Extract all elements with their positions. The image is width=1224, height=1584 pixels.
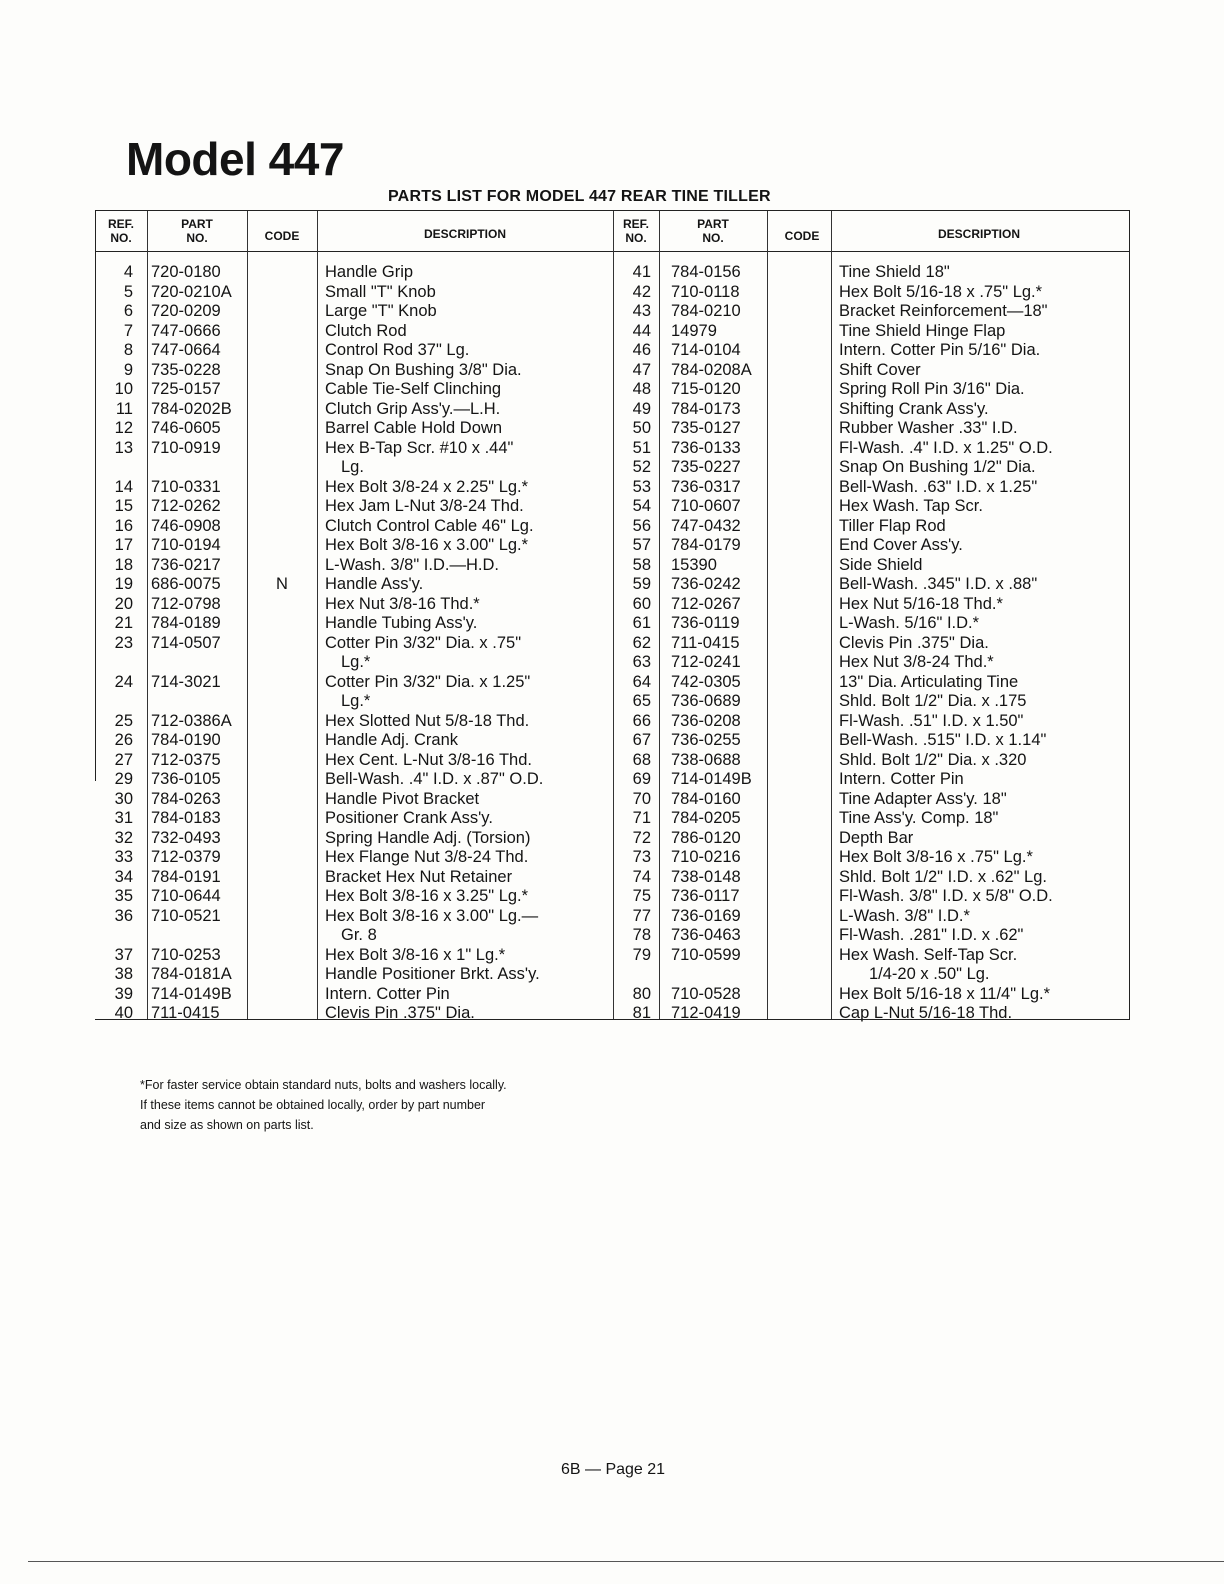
- header-desc-left: DESCRIPTION: [423, 227, 506, 241]
- part-number: 710-0194: [151, 536, 221, 554]
- part-number: 784-0190: [151, 731, 221, 749]
- part-description: Hex Jam L-Nut 3/8-24 Thd.: [325, 497, 524, 515]
- header-code-left: CODE: [264, 229, 300, 243]
- part-description: Barrel Cable Hold Down: [325, 419, 502, 437]
- table-row: [95, 712, 1129, 732]
- part-description: Handle Adj. Crank: [325, 731, 458, 749]
- part-number: 736-0689: [671, 692, 741, 710]
- ref-number: 68: [632, 750, 651, 769]
- part-number: 15390: [671, 555, 717, 574]
- ref-number: 33: [114, 848, 133, 866]
- part-description: Shld. Bolt 1/2" I.D. x .62" Lg.: [839, 867, 1047, 886]
- part-number: 725-0157: [151, 380, 221, 398]
- part-description: L-Wash. 3/8" I.D.—H.D.: [325, 555, 499, 574]
- part-number: 710-0331: [151, 477, 221, 496]
- part-description: Snap On Bushing 3/8" Dia.: [325, 360, 522, 379]
- part-number: 784-0202B: [151, 399, 232, 418]
- part-description: Small "T" Knob: [325, 282, 436, 301]
- table-row: [95, 868, 1129, 888]
- part-number: 784-0181A: [151, 965, 232, 983]
- part-description: L-Wash. 3/8" I.D.*: [839, 906, 970, 925]
- ref-number: 75: [632, 887, 651, 905]
- ref-number: 51: [632, 438, 651, 457]
- ref-number: 67: [632, 731, 651, 749]
- part-number: 784-0179: [671, 536, 741, 554]
- part-number: 714-0507: [151, 633, 221, 652]
- part-number: 710-0528: [671, 984, 741, 1003]
- part-description: Clevis Pin .375" Dia.: [839, 633, 989, 652]
- ref-number: 8: [123, 341, 133, 359]
- part-description-continued: Lg.*: [341, 653, 371, 671]
- ref-number: 36: [114, 906, 133, 925]
- ref-number: 46: [632, 341, 651, 359]
- part-description: Hex B-Tap Scr. #10 x .44": [325, 438, 514, 457]
- ref-number: 21: [114, 614, 133, 632]
- part-number: 710-0216: [671, 848, 741, 866]
- part-description: Cap L-Nut 5/16-18 Thd.: [839, 1004, 1013, 1022]
- part-description: Hex Bolt 5/16-18 x 11/4" Lg.*: [839, 984, 1051, 1003]
- part-description: Clutch Grip Ass'y.—L.H.: [325, 399, 501, 418]
- part-number: 736-0133: [671, 438, 741, 457]
- part-description: Hex Bolt 3/8-16 x .75" Lg.*: [839, 848, 1033, 866]
- part-description: Shifting Crank Ass'y.: [839, 399, 989, 418]
- ref-number: 56: [632, 516, 651, 535]
- page-number: 6B — Page 21: [561, 1461, 666, 1478]
- ref-number: 48: [632, 380, 651, 398]
- part-number: 686-0075: [151, 575, 221, 593]
- footnote-line-3: and size as shown on parts list.: [140, 1118, 314, 1132]
- part-description: Spring Roll Pin 3/16" Dia.: [839, 380, 1025, 398]
- table-row: [95, 770, 1129, 790]
- part-description: Rubber Washer .33" I.D.: [839, 419, 1018, 437]
- table-row: [95, 673, 1129, 693]
- part-number: 746-0908: [151, 516, 221, 535]
- table-row: [95, 322, 1129, 342]
- ref-number: 5: [123, 282, 133, 301]
- part-number: 736-0208: [671, 711, 741, 730]
- header-ref-left: REF. NO.: [107, 217, 134, 245]
- part-number: 712-0379: [151, 848, 221, 866]
- ref-number: 65: [632, 692, 651, 710]
- part-number: 711-0415: [671, 633, 740, 652]
- part-number: 720-0180: [151, 263, 221, 281]
- ref-number: 24: [114, 672, 133, 691]
- part-number: 711-0415: [151, 1004, 220, 1022]
- part-description: Tine Adapter Ass'y. 18": [839, 789, 1007, 808]
- part-number: 710-0599: [671, 945, 741, 964]
- table-row: [95, 458, 1129, 478]
- part-description: Cotter Pin 3/32" Dia. x 1.25": [325, 672, 531, 691]
- ref-number: 16: [114, 516, 133, 535]
- part-number: 784-0210: [671, 302, 741, 320]
- part-number: 784-0173: [671, 399, 741, 418]
- part-description: Intern. Cotter Pin 5/16" Dia.: [839, 341, 1041, 359]
- part-number: 712-0798: [151, 594, 221, 613]
- ref-number: 37: [114, 945, 133, 964]
- part-description: Shld. Bolt 1/2" Dia. x .175: [839, 692, 1027, 710]
- part-number: 736-0105: [151, 770, 221, 788]
- part-description: Handle Pivot Bracket: [325, 789, 480, 808]
- part-description: Tine Shield 18": [839, 263, 950, 281]
- bottom-rule: [28, 1561, 1224, 1562]
- part-number: 714-0149B: [671, 770, 752, 788]
- table-row: [95, 497, 1129, 517]
- footnote-line-2: If these items cannot be obtained locally, order by part number: [140, 1098, 486, 1112]
- table-row: [95, 302, 1129, 322]
- part-description-continued: 1/4-20 x .50" Lg.: [869, 965, 990, 983]
- ref-number: 26: [114, 731, 133, 749]
- part-description: Hex Bolt 3/8-16 x 3.25" Lg.*: [325, 887, 529, 905]
- footnote-line-1: *For faster service obtain standard nuts, bolts and washers locally.: [140, 1078, 507, 1092]
- part-number: 712-0375: [151, 750, 221, 769]
- table-row: [95, 926, 1129, 946]
- ref-number: 4: [123, 263, 133, 281]
- table-row: [95, 751, 1129, 771]
- part-description: Positioner Crank Ass'y.: [325, 809, 493, 827]
- part-number: 738-0148: [671, 867, 741, 886]
- part-description: Intern. Cotter Pin: [839, 770, 964, 788]
- ref-number: 71: [632, 809, 651, 827]
- part-description: Shift Cover: [839, 360, 921, 379]
- table-row: [95, 536, 1129, 556]
- ref-number: 49: [632, 399, 651, 418]
- header-code-right: CODE: [784, 229, 820, 243]
- part-number: 747-0432: [671, 516, 741, 535]
- part-number: 720-0210A: [151, 282, 232, 301]
- ref-number: 32: [114, 828, 133, 847]
- ref-number: 12: [114, 419, 133, 437]
- part-description: Handle Grip: [325, 263, 414, 281]
- part-description: Hex Bolt 3/8-16 x 3.00" Lg.—: [325, 906, 539, 925]
- part-number: 736-0119: [671, 614, 740, 632]
- ref-number: 80: [632, 984, 651, 1003]
- part-code: N: [276, 575, 288, 593]
- part-number: 747-0666: [151, 321, 221, 340]
- part-description: Cotter Pin 3/32" Dia. x .75": [325, 633, 522, 652]
- ref-number: 25: [114, 711, 133, 730]
- part-description: Hex Slotted Nut 5/8-18 Thd.: [325, 711, 530, 730]
- part-description: Control Rod 37" Lg.: [325, 341, 470, 359]
- ref-number: 61: [632, 614, 651, 632]
- part-description: Hex Nut 3/8-16 Thd.*: [325, 594, 480, 613]
- ref-number: 40: [114, 1004, 133, 1022]
- part-description: Clutch Control Cable 46" Lg.: [325, 516, 534, 535]
- ref-number: 69: [632, 770, 651, 788]
- part-description: Hex Flange Nut 3/8-24 Thd.: [325, 848, 529, 866]
- table-row: [95, 614, 1129, 634]
- part-description: Tine Ass'y. Comp. 18": [839, 809, 999, 827]
- part-number: 784-0208A: [671, 360, 752, 379]
- table-row: [95, 439, 1129, 459]
- ref-number: 52: [632, 458, 651, 476]
- part-description: Clutch Rod: [325, 321, 407, 340]
- table-row: [95, 517, 1129, 537]
- ref-number: 42: [632, 282, 651, 301]
- part-description: Fl-Wash. .281" I.D. x .62": [839, 926, 1024, 944]
- table-row: [95, 731, 1129, 751]
- page-title: Model 447: [126, 133, 344, 185]
- part-description: Hex Wash. Tap Scr.: [839, 497, 983, 515]
- ref-number: 17: [114, 536, 133, 554]
- ref-number: 15: [114, 497, 133, 515]
- ref-number: 66: [632, 711, 651, 730]
- part-number: 710-0118: [671, 282, 740, 301]
- part-description: Hex Nut 5/16-18 Thd.*: [839, 594, 1003, 613]
- part-number: 742-0305: [671, 672, 741, 691]
- ref-number: 81: [632, 1004, 651, 1022]
- table-row: [95, 341, 1129, 361]
- table-row: [95, 692, 1129, 712]
- part-description: Hex Bolt 3/8-16 x 3.00" Lg.*: [325, 536, 529, 554]
- table-row: [95, 478, 1129, 498]
- part-number: 736-0217: [151, 555, 221, 574]
- part-description: 13" Dia. Articulating Tine: [839, 672, 1019, 691]
- ref-number: 74: [632, 867, 651, 886]
- part-number: 784-0183: [151, 809, 221, 827]
- ref-number: 79: [632, 945, 651, 964]
- header-part-left: PART NO.: [181, 217, 213, 245]
- part-number: 784-0160: [671, 789, 741, 808]
- part-description: Fl-Wash. .4" I.D. x 1.25" O.D.: [839, 438, 1053, 457]
- ref-number: 50: [632, 419, 651, 437]
- ref-number: 39: [114, 984, 133, 1003]
- ref-number: 10: [114, 380, 133, 398]
- part-number: 710-0644: [151, 887, 221, 905]
- part-number: 714-0149B: [151, 984, 232, 1003]
- table-row: [95, 419, 1129, 439]
- ref-number: 62: [632, 633, 651, 652]
- table-row: [95, 848, 1129, 868]
- part-number: 736-0317: [671, 477, 741, 496]
- ref-number: 30: [114, 789, 133, 808]
- header-desc-right: DESCRIPTION: [937, 227, 1020, 241]
- part-number: 786-0120: [671, 828, 741, 847]
- part-number: 714-3021: [151, 672, 221, 691]
- part-number: 732-0493: [151, 828, 221, 847]
- ref-number: 35: [114, 887, 133, 905]
- part-description: Spring Handle Adj. (Torsion): [325, 828, 531, 847]
- part-description: Side Shield: [839, 555, 923, 574]
- table-row: [95, 556, 1129, 576]
- ref-number: 70: [632, 789, 651, 808]
- part-number: 784-0156: [671, 263, 741, 281]
- part-description-continued: Gr. 8: [341, 926, 377, 944]
- part-description: Intern. Cotter Pin: [325, 984, 450, 1003]
- part-number: 14979: [671, 321, 717, 340]
- part-description: Shld. Bolt 1/2" Dia. x .320: [839, 750, 1027, 769]
- ref-number: 73: [632, 848, 651, 866]
- part-description: Hex Bolt 3/8-16 x 1" Lg.*: [325, 945, 506, 964]
- part-description: Tiller Flap Rod: [839, 516, 946, 535]
- part-number: 784-0189: [151, 614, 221, 632]
- part-number: 747-0664: [151, 341, 221, 359]
- part-number: 712-0262: [151, 497, 221, 515]
- ref-number: 13: [114, 438, 133, 457]
- part-number: 735-0127: [671, 419, 741, 437]
- ref-number: 57: [632, 536, 651, 554]
- part-description: Fl-Wash. 3/8" I.D. x 5/8" O.D.: [839, 887, 1053, 905]
- footnote: [140, 1075, 507, 1135]
- part-description: Depth Bar: [839, 828, 914, 847]
- table-row-continuation: [95, 965, 1129, 985]
- table-row: [95, 809, 1129, 829]
- header-part-right: PART NO.: [697, 217, 729, 245]
- part-number: 710-0521: [151, 906, 221, 925]
- part-number: 736-0242: [671, 575, 741, 593]
- table-row: [95, 283, 1129, 303]
- part-number: 715-0120: [671, 380, 741, 398]
- part-number: 735-0227: [671, 458, 741, 476]
- ref-number: 41: [632, 263, 651, 281]
- ref-number: 7: [123, 321, 133, 340]
- part-description: End Cover Ass'y.: [839, 536, 963, 554]
- ref-number: 72: [632, 828, 651, 847]
- part-description-continued: Lg.*: [341, 692, 371, 710]
- part-description: Bell-Wash. .345" I.D. x .88": [839, 575, 1038, 593]
- parts-list-subtitle: PARTS LIST FOR MODEL 447 REAR TINE TILLER: [388, 188, 771, 205]
- part-number: 784-0263: [151, 789, 221, 808]
- part-description: Clevis Pin .375" Dia.: [325, 1004, 475, 1022]
- ref-number: 19: [114, 575, 133, 593]
- ref-number: 59: [632, 575, 651, 593]
- table-row: [95, 946, 1129, 966]
- part-description: Hex Wash. Self-Tap Scr.: [839, 945, 1018, 964]
- part-number: 712-0386A: [151, 711, 232, 730]
- part-number: 710-0919: [151, 438, 221, 457]
- ref-number: 11: [115, 399, 133, 418]
- ref-number: 20: [114, 594, 133, 613]
- ref-number: 27: [114, 750, 133, 769]
- part-number: 714-0104: [671, 341, 741, 359]
- ref-number: 53: [632, 477, 651, 496]
- ref-number: 54: [632, 497, 651, 515]
- header-ref-right: REF. NO.: [622, 217, 649, 245]
- part-description: Bell-Wash. .63" I.D. x 1.25": [839, 477, 1038, 496]
- part-description: Hex Bolt 3/8-24 x 2.25" Lg.*: [325, 477, 529, 496]
- ref-number: 6: [123, 302, 133, 320]
- ref-number: 78: [632, 926, 651, 944]
- table-row: [95, 829, 1129, 849]
- part-description: Cable Tie-Self Clinching: [325, 380, 502, 398]
- ref-number: 60: [632, 594, 651, 613]
- ref-number: 34: [114, 867, 133, 886]
- ref-number: 44: [632, 321, 651, 340]
- header-divider: [95, 251, 1129, 252]
- ref-number: 43: [632, 302, 651, 320]
- part-number: 784-0191: [151, 867, 221, 886]
- table-row: [95, 985, 1129, 1005]
- ref-number: 9: [123, 360, 133, 379]
- ref-number: 18: [114, 555, 133, 574]
- ref-number: 77: [632, 906, 651, 925]
- part-description: Snap On Bushing 1/2" Dia.: [839, 458, 1036, 476]
- ref-number: 38: [114, 965, 133, 983]
- part-description-continued: Lg.: [341, 458, 364, 476]
- ref-number: 63: [632, 653, 651, 671]
- part-number: 738-0688: [671, 750, 741, 769]
- ref-number: 23: [114, 633, 133, 652]
- part-description: Tine Shield Hinge Flap: [839, 321, 1006, 340]
- part-description: Large "T" Knob: [325, 302, 437, 320]
- part-description: Hex Cent. L-Nut 3/8-16 Thd.: [325, 750, 532, 769]
- table-row: [95, 361, 1129, 381]
- part-number: 712-0419: [671, 1004, 741, 1022]
- ref-number: 58: [632, 555, 651, 574]
- part-number: 710-0607: [671, 497, 741, 515]
- part-number: 784-0205: [671, 809, 741, 827]
- parts-table: [95, 210, 1130, 1020]
- part-description: Bracket Reinforcement—18": [839, 302, 1048, 320]
- table-row: [95, 653, 1129, 673]
- part-number: 735-0228: [151, 360, 221, 379]
- table-row: [95, 380, 1129, 400]
- part-description: Fl-Wash. .51" I.D. x 1.50": [839, 711, 1024, 730]
- table-row: [95, 887, 1129, 907]
- part-description: Bracket Hex Nut Retainer: [325, 867, 513, 886]
- table-row: [95, 595, 1129, 615]
- part-description: Hex Nut 3/8-24 Thd.*: [839, 653, 994, 671]
- part-number: 736-0463: [671, 926, 741, 944]
- part-description: Hex Bolt 5/16-18 x .75" Lg.*: [839, 282, 1043, 301]
- part-description: Handle Tubing Ass'y.: [325, 614, 478, 632]
- table-row: [95, 1004, 1129, 1024]
- part-number: 736-0255: [671, 731, 741, 749]
- part-number: 720-0209: [151, 302, 221, 320]
- table-row: [95, 634, 1129, 654]
- part-description: L-Wash. 5/16" I.D.*: [839, 614, 980, 632]
- ref-number: 47: [632, 360, 651, 379]
- table-row: [95, 400, 1129, 420]
- part-number: 736-0117: [671, 887, 740, 905]
- part-description: Bell-Wash. .4" I.D. x .87" O.D.: [325, 770, 544, 788]
- ref-number: 14: [114, 477, 133, 496]
- ref-number: 31: [114, 809, 133, 827]
- part-number: 712-0241: [671, 653, 741, 671]
- table-row: [95, 263, 1129, 283]
- table-row: [95, 907, 1129, 927]
- ref-number: 29: [114, 770, 133, 788]
- part-description: Handle Positioner Brkt. Ass'y.: [325, 965, 540, 983]
- table-row: [95, 790, 1129, 810]
- part-number: 746-0605: [151, 419, 221, 437]
- part-number: 712-0267: [671, 594, 741, 613]
- table-row: [95, 575, 1129, 595]
- ref-number: 64: [632, 672, 651, 691]
- part-number: 710-0253: [151, 945, 221, 964]
- part-description: Handle Ass'y.: [325, 575, 424, 593]
- part-description: Bell-Wash. .515" I.D. x 1.14": [839, 731, 1047, 749]
- part-number: 736-0169: [671, 906, 741, 925]
